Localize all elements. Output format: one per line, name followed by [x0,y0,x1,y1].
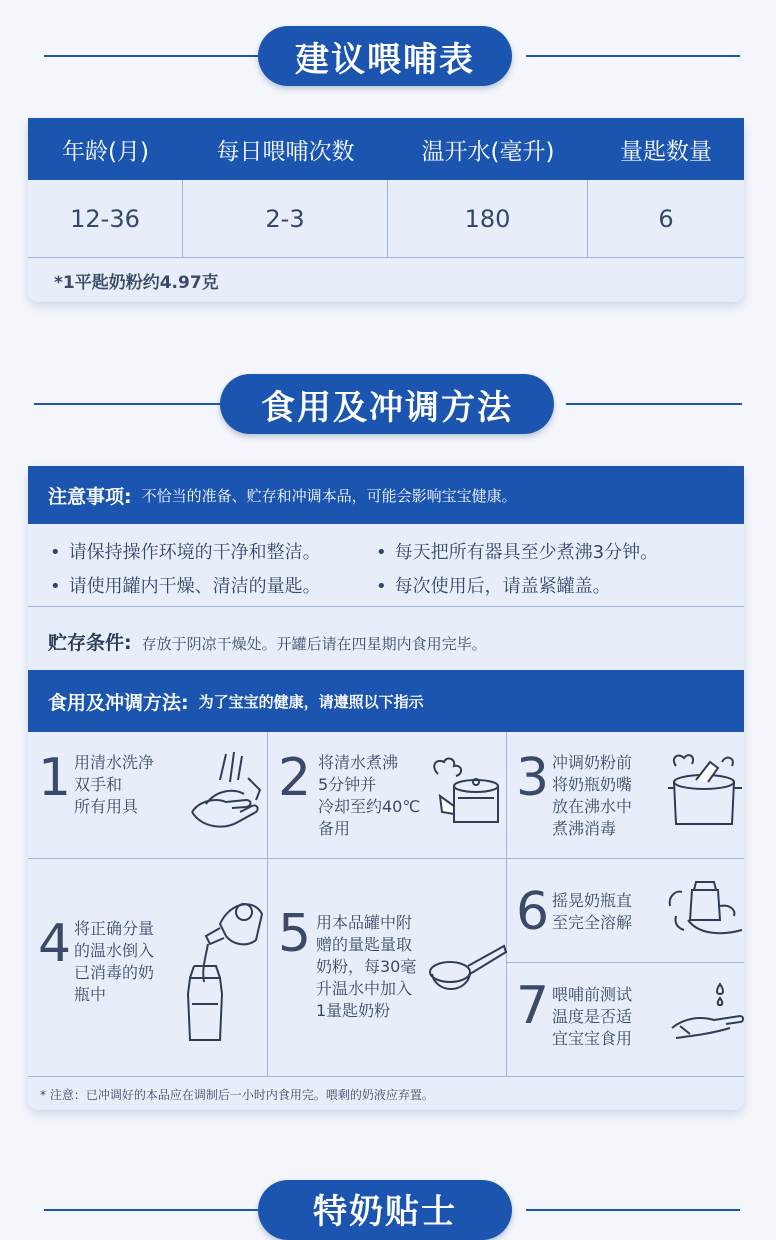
header-line-left [34,403,220,405]
table-cell: 6 [658,204,674,233]
grid-line [506,732,507,1076]
step-number: 4 [38,914,72,974]
grid-line [267,732,268,1076]
table-cell: 180 [388,180,588,257]
step-number: 7 [516,976,550,1036]
method-text: 为了宝宝的健康，请遵照以下指示 [198,692,424,711]
step-number: 5 [278,904,312,964]
hand-wash-icon [186,750,266,842]
storage-title: 贮存条件: [48,632,132,654]
table-header-cell: 温开水(毫升) [421,138,555,165]
measuring-spoon-icon [428,938,506,998]
section-header-feeding-table [0,26,776,86]
section-header-tips [0,1180,776,1240]
notice-bar [28,466,744,524]
step-text: 用清水洗净 双手和 所有用具 [74,753,155,816]
table-header-cell: 每日喂哺次数 [216,138,355,165]
storage-text: 存放于阴凉干燥处。开罐后请在四星期内食用完毕。 [141,635,487,653]
step-text: 用本品罐中附 赠的量匙量取 奶粉，每30毫 升温水中加入 1量匙奶粉 [316,913,417,1020]
sterilize-pot-icon [666,752,744,832]
notice-text: 不恰当的准备、贮存和冲调本品，可能会影响宝宝健康。 [141,486,517,505]
footnote: * 注意：已冲调好的本品应在调制后一小时内食用完。喂剩的奶液应弃置。 [40,1088,434,1102]
section-title: 建议喂哺表 [258,26,512,86]
step-number: 1 [38,748,72,808]
pour-water-icon [180,894,266,1046]
notice-bullet: • 每次使用后，请盖紧罐盖。 [376,572,611,598]
table-header-cell: 年龄(月) [62,138,149,165]
header-line-right [526,1209,740,1211]
notice-bullet: • 请使用罐内干燥、清洁的量匙。 [50,572,321,598]
table-cell: 2-3 [183,180,388,257]
feeding-table [28,118,744,302]
header-line-right [526,55,740,57]
step-text: 将清水煮沸 5分钟并 冷却至约40℃ 备用 [318,753,421,838]
kettle-icon [420,756,504,832]
grid-line [28,858,744,859]
table-note: *1平匙奶粉约4.97克 [54,273,219,293]
header-line-left [44,55,258,57]
table-cell: 12-36 [28,180,183,257]
method-bar [28,670,744,732]
shake-bottle-icon [668,876,744,950]
method-card [28,466,744,1110]
step-number: 6 [516,882,550,942]
section-title: 特奶贴士 [258,1180,512,1240]
grid-line [28,1076,744,1077]
method-title: 食用及冲调方法: [48,691,189,714]
test-temperature-icon [670,980,744,1044]
step-number: 3 [516,748,550,808]
section-header-method [0,374,776,434]
step-number: 2 [278,748,312,808]
table-header-cell: 量匙数量 [620,138,712,165]
table-row [28,180,744,258]
header-line-right [566,403,742,405]
table-header [28,118,744,180]
storage-conditions [48,628,487,655]
step-text: 冲调奶粉前 将奶瓶奶嘴 放在沸水中 煮沸消毒 [552,753,633,838]
notice-bullet: • 请保持操作环境的干净和整洁。 [50,538,321,564]
step-text: 将正确分量 的温水倒入 已消毒的奶 瓶中 [74,919,155,1004]
divider [28,606,744,607]
header-line-left [44,1209,258,1211]
notice-title: 注意事项: [48,485,132,508]
section-title: 食用及冲调方法 [220,374,554,434]
step-text: 喂哺前测试 温度是否适 宜宝宝食用 [552,985,633,1048]
step-text: 摇晃奶瓶直 至完全溶解 [552,891,633,932]
notice-bullet: • 每天把所有器具至少煮沸3分钟。 [376,538,658,564]
grid-line [506,962,744,963]
